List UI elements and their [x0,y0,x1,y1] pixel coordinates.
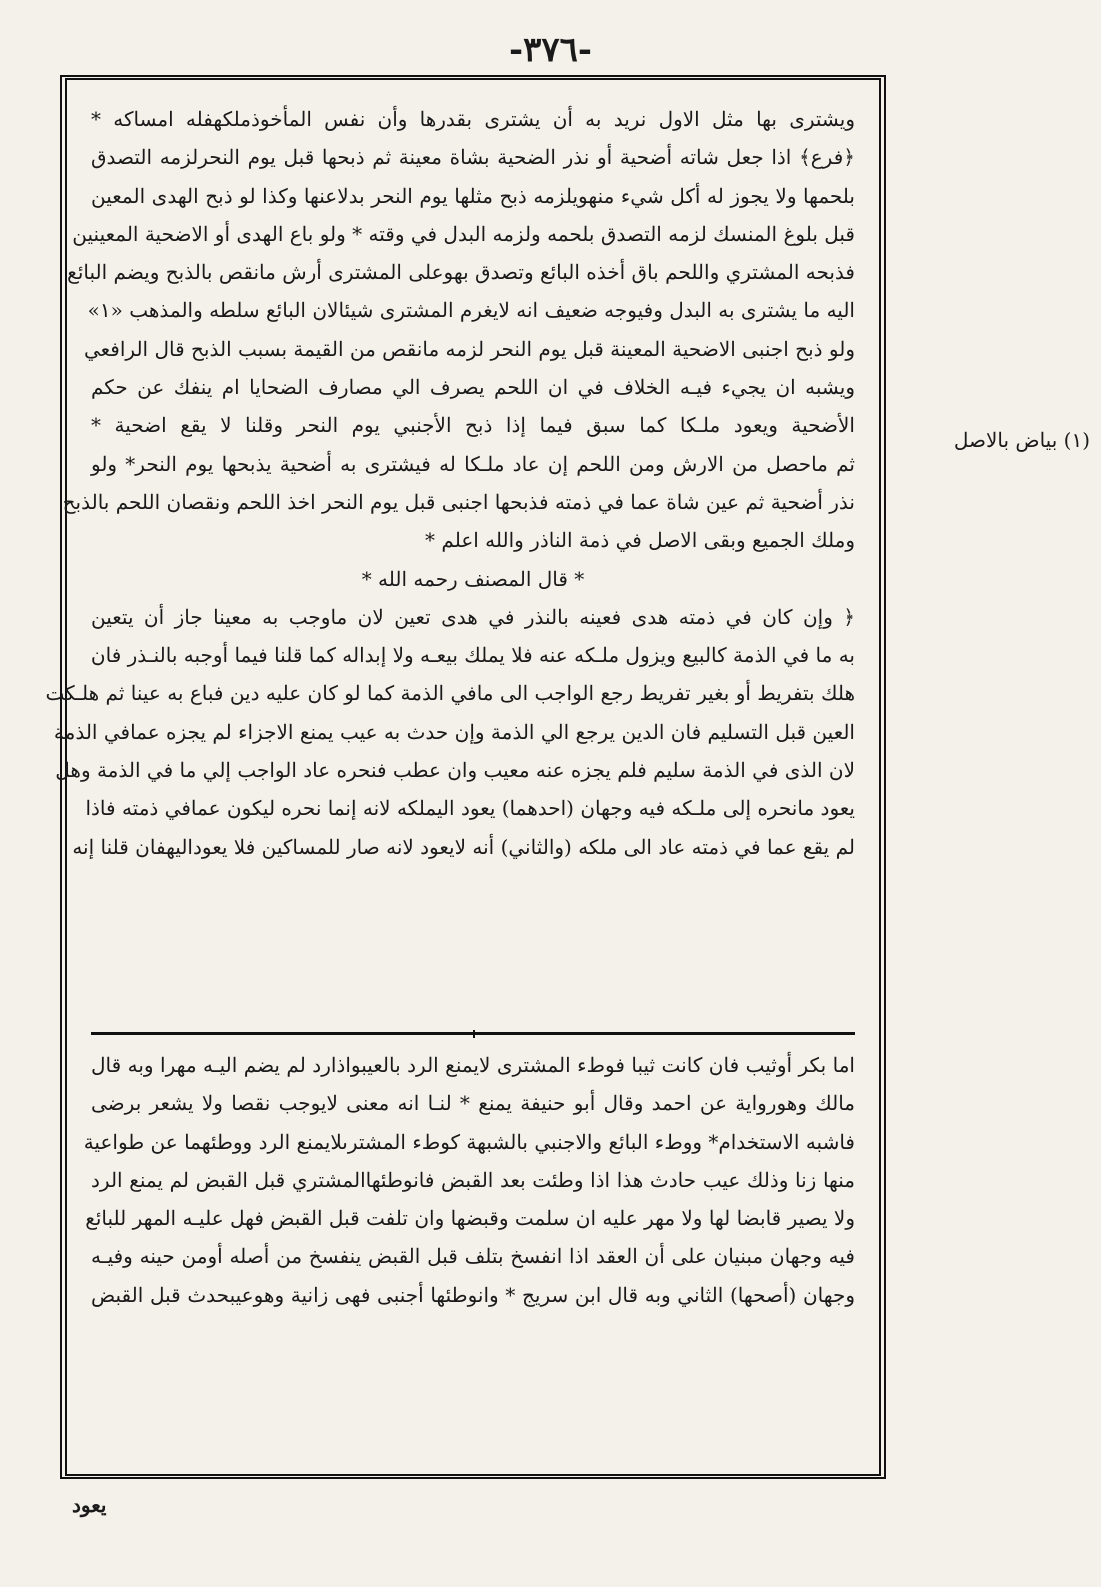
text-line: وملك الجميع وبقى الاصل في ذمة الناذر والله اعلم * [425,528,855,553]
text-line: الأضحية ويعود ملـكا كما سبق فيما إذا ذبح الأجنبي يوم النحر وقلنا لا يقع اضحية * [91,413,855,438]
text-line: يعود مانحره إلى ملـكه فيه وجهان (احدهما) يعود اليملكه لانه إنما نحره ليكون عمافي ذمته فاذا [85,796,855,821]
text-line: بلحمها ولا يجوز له أكل شيء منهويلزمه ذبح مثلها يوم النحر بدلاعنها وكذا لو ذبح الهدى المعين [91,183,855,208]
text-line: لم يقع عما في ذمته عاد الى ملكه (والثاني) أنه لايعود لانه صار للمساكين فلا يعوداليهفان قلنا إنه [72,834,855,859]
text-line: العين قبل التسليم فان الدين يرجع الي الذمة وإن حدث به عيب يمنع الاجزاء لم يجزه عمافي الذمة [53,719,855,744]
section-heading: * قال المصنف رحمه الله * [361,566,585,591]
commentary-line: فاشبه الاستخدام* ووطء البائع والاجنبي بالشبهة كوطء المشترىلايمنع الرد ووطئهما عن طواعية [83,1129,855,1154]
commentary-block [83,1046,855,1314]
text-line: فذبحه المشتري واللحم باق أخذه البائع وتصدق بهوعلى المشترى أرش مانقص بالذبح ويضم البائع [67,260,855,285]
text-line: قبل بلوغ المنسك لزمه التصدق بلحمه ولزمه البدل في وقته * ولو باع الهدى أو الاضحية المعينين [72,221,855,246]
commentary-line: ولا يصير قابضا لها ولا مهر عليه ان سلمت وقبضها وان تلفت قبل القبض فهل عليـه المهر للبائع [85,1206,855,1231]
text-line: ﴿ وإن كان في ذمته هدى فعينه بالنذر في هدى تعين لان ماوجب به معينا جاز أن يتعين [91,604,855,629]
main-text [45,100,855,866]
text-line: ولو ذبح اجنبى الاضحية المعينة قبل يوم النحر لزمه مانقص من القيمة بسبب الذبح قال الرافعي [83,336,855,361]
text-line: لان الذى في الذمة سليم فلم يجزه عنه معيب وان عطب فنحره عاد الواجب إلي ما في الذمة وهل [55,758,855,783]
commentary-line: اما بكر أوثيب فان كانت ثيبا فوطء المشترى لايمنع الرد بالعيبواذارد لم يضم اليـه مهرا وبه قال [91,1053,855,1077]
section-separator [91,1032,855,1035]
text-line: به ما في الذمة كالبيع ويزول ملـكه عنه فلا يملك بيعـه ولا إبداله كما قلنا فيما أوجبه بالنـذر فان [90,643,855,668]
commentary-line: منها زنا وذلك عيب حادث هذا اذا وطئت بعد القبض فانوطئهاالمشتري قبل القبض لم يمنع الرد [91,1167,855,1192]
text-line: اليه ما يشترى به البدل وفيوجه ضعيف انه لايغرم المشترى شيئالان البائع سلطه والمذهب «١» [87,298,855,323]
catchword: يعود [72,1493,107,1517]
margin-note: (١) بياض بالاصل [953,428,1090,452]
commentary-line: وجهان (أصحها) الثاني وبه قال ابن سريج * وانوطئها أجنبى فهى زانية وهوعيبحدث قبل القبض [91,1282,855,1307]
text-line: ثم ماحصل من الارش ومن اللحم إن عاد ملـكا له فيشترى به أضحية يذبحها يوم النحر* ولو [91,451,855,476]
text-line: ﴿فرع﴾ اذا جعل شاته أضحية أو نذر الضحية بشاة معينة ثم ذبحها قبل يوم النحرلزمه التصدق [91,145,855,170]
text-line: هلك بتفريط أو بغير تفريط رجع الواجب الى مافي الذمة كما لو كان عليه دين فباع به عينا ثم هلـكت [45,681,855,706]
page-number: -٣٧٦- [508,30,593,70]
text-line: ويشترى بها مثل الاول نريد به أن يشترى بقدرها وأن نفس المأخوذملكهفله امساكه * [91,107,855,131]
commentary-line: مالك وهورواية عن احمد وقال أبو حنيفة يمنع * لنـا انه معنى لايوجب نقصا ولا يشعر برضى [91,1091,855,1116]
text-line: ويشبه ان يجيء فيـه الخلاف في ان اللحم يصرف الي مصارف الضحايا ام ينفك عن حكم [91,375,855,400]
text-line: نذر أضحية ثم عين شاة عما في ذمته فذبحها اجنبى قبل يوم النحر اخذ اللحم ونقصان اللحم بالذبح [62,489,855,514]
commentary-line: فيه وجهان مبنيان على أن العقد اذا انفسخ بتلف قبل القبض ينفسخ من أصله أومن حينه وفيـه [91,1244,855,1269]
text-frame [45,75,886,1479]
